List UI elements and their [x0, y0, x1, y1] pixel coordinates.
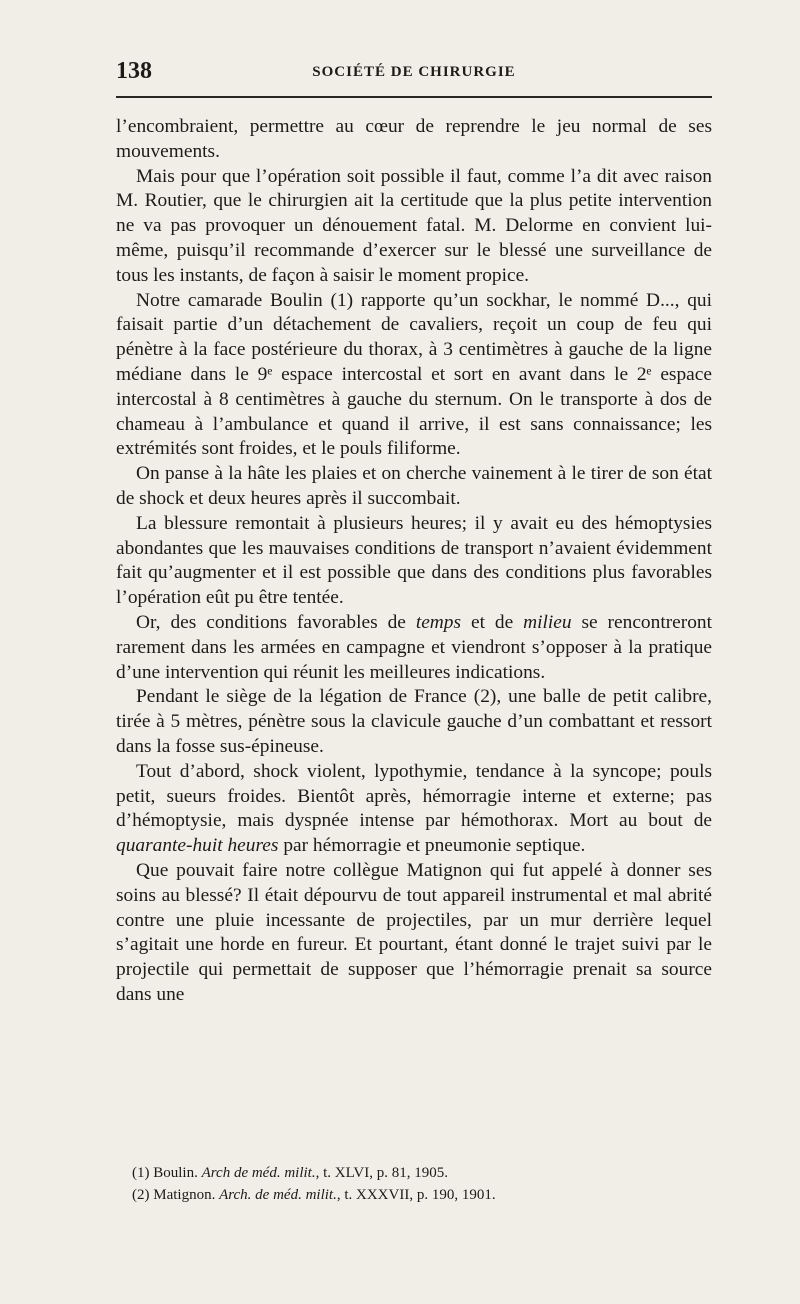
paragraph	[116, 760, 712, 859]
text-run: Tout d’abord, shock violent, lypothymie, tendance à la syncope; pouls petit, sueurs froides. Bientôt après, hémorragie interne et externe; pas d’hémoptysie, mais dyspnée intense par hémothorax. Mort au bout de	[116, 760, 712, 832]
italic-text: Arch de méd. milit.	[201, 1165, 316, 1181]
page-header	[116, 58, 712, 88]
text-run: Or, des conditions favorables de	[136, 611, 416, 633]
paragraph	[116, 115, 712, 165]
text-run: , t. XXXVII, p. 190, 1901.	[336, 1187, 496, 1203]
paragraph	[116, 462, 712, 512]
footnotes	[116, 1162, 712, 1206]
body-text	[116, 115, 712, 1008]
italic-text: Arch. de méd. milit.	[219, 1187, 337, 1203]
footnote	[116, 1162, 712, 1184]
paragraph	[116, 859, 712, 1008]
text-run: l’encombraient, permettre au cœur de reprendre le jeu normal de ses mouvements.	[116, 116, 712, 162]
text-run: Que pouvait faire notre collègue Matignon qui fut appelé à donner ses soins au blessé? Il était dépourvu de tout appareil instrumental et mal abrité contre une pluie incessante de projectiles, par un mur derrière lequel s’agitait une horde en fureur. Et pourtant, étant donné le trajet suivi par le projectile qui permettait de supposer que l’hémorragie prenait sa source dans une	[116, 859, 712, 1005]
text-run: (2) Matignon.	[132, 1187, 220, 1203]
text-run: Mais pour que l’opération soit possible il faut, comme l’a dit avec raison M. Routier, que le chirurgien ait la certitude que la plus petite intervention ne va pas provoquer un dénouement fatal. M. Delorme en convient lui-même, puisqu’il recommande d’exercer sur le blessé une surveillance de tous les instants, de façon à saisir le moment propice.	[116, 165, 712, 286]
text-run: , t. XLVI, p. 81, 1905.	[315, 1165, 448, 1181]
text-run: par hémorragie et pneumonie septique.	[278, 835, 586, 857]
footnote	[116, 1184, 712, 1206]
running-title: SOCIÉTÉ DE CHIRURGIE	[312, 64, 516, 80]
text-run: et de	[461, 611, 524, 633]
paragraph	[116, 512, 712, 611]
text-run: La blessure remontait à plusieurs heures; il y avait eu des hémoptysies abondantes que les mauvaises conditions de transport n’avaient évidemment fait qu’augmenter et il est possible que dans des conditions plus favorables l’opération eût pu être tentée.	[116, 512, 712, 609]
header-rule	[116, 96, 712, 98]
italic-text: temps	[415, 611, 462, 633]
italic-text: milieu	[523, 611, 572, 633]
paragraph	[116, 289, 712, 463]
text-run: se rencontreront rarement dans les armées en campagne et viendront s’opposer à la pratique d’une intervention qui réunit les meilleures indications.	[116, 611, 713, 683]
paragraph	[116, 685, 712, 759]
paragraph	[116, 611, 712, 685]
text-run: On panse à la hâte les plaies et on cherche vainement à le tirer de son état de shock et deux heures après il succombait.	[116, 463, 712, 509]
text-run: Pendant le siège de la légation de France (2), une balle de petit calibre, tirée à 5 mètres, pénètre sous la clavicule gauche d’un combattant et ressort dans la fosse sus-épineuse.	[116, 686, 712, 757]
italic-text: quarante-huit heures	[116, 835, 279, 857]
text-run: Notre camarade Boulin (1) rapporte qu’un sockhar, le nommé D..., qui faisait partie d’un détachement de cavaliers, reçoit un coup de feu qui pénètre à la face postérieure du thorax, à 3 centimètres à gauche de la ligne médiane dans le 9ᵉ espace intercostal et sort en avant dans le 2ᵉ espace intercostal à 8 centimètres à gauche du sternum. On le transporte à dos de chameau à l’ambulance et quand il arrive, il est sans connaissance; les extrémités sont froides, et le pouls filiforme.	[116, 289, 712, 460]
text-run: (1) Boulin.	[132, 1165, 202, 1181]
paragraph	[116, 165, 712, 289]
page-number: 138	[116, 58, 152, 84]
